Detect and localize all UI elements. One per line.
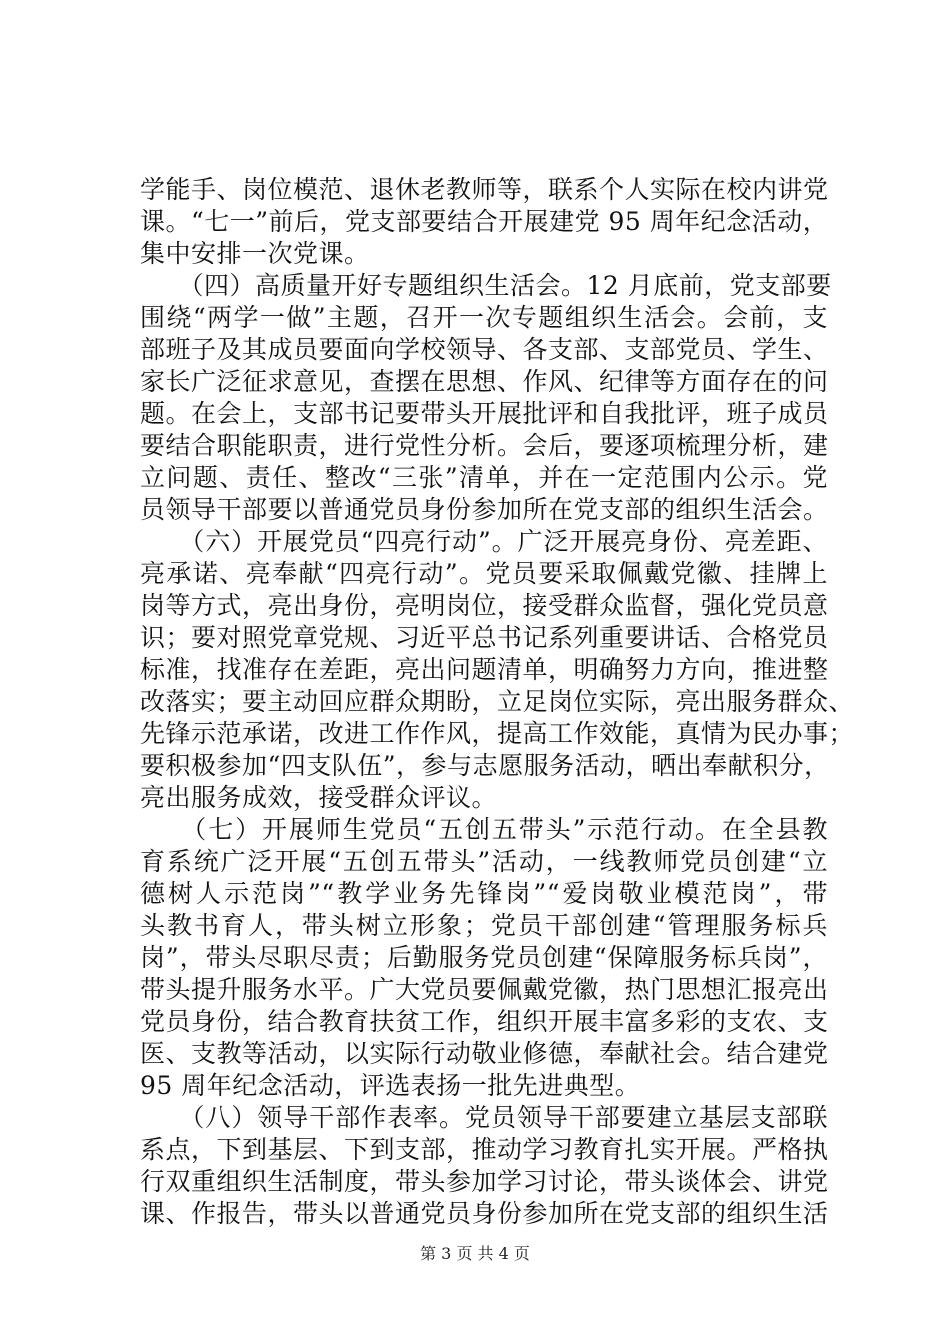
text-line: 党员身份，结合教育扶贫工作，组织开展丰富多彩的支农、支 — [140, 1007, 829, 1036]
text-line: 医、支教等活动，以实际行动敬业修德，奉献社会。结合建党 — [140, 1039, 829, 1068]
text-line: 要结合职能职责，进行党性分析。会后，要逐项梳理分析，建 — [140, 431, 829, 460]
text-line: 改落实；要主动回应群众期盼，立足岗位实际，亮出服务群众、 — [140, 687, 855, 716]
text-line: 部班子及其成员要面向学校领导、各支部、支部党员、学生、 — [140, 335, 829, 364]
text-line: 家长广泛征求意见，查摆在思想、作风、纪律等方面存在的问 — [140, 367, 829, 396]
text-line: 要积极参加“四支队伍”，参与志愿服务活动，晒出奉献积分， — [140, 751, 830, 780]
text-line: 员领导干部要以普通党员身份参加所在党支部的组织生活会。 — [140, 495, 829, 524]
text-line: 学能手、岗位模范、退休老教师等，联系个人实际在校内讲党 — [140, 175, 829, 204]
text-line: 亮承诺、亮奉献“四亮行动”。党员要采取佩戴党徽、挂牌上 — [140, 559, 828, 588]
text-line: 标准，找准存在差距，亮出问题清单，明确努力方向，推进整 — [140, 655, 829, 684]
text-line: 带头提升服务水平。广大党员要佩戴党徽，热门思想汇报亮出 — [140, 975, 829, 1004]
text-line: 行双重组织生活制度，带头参加学习讨论，带头谈体会、讲党 — [140, 1167, 829, 1196]
text-line: 亮出服务成效，接受群众评议。 — [140, 783, 498, 812]
text-line: 题。在会上，支部书记要带头开展批评和自我批评，班子成员 — [140, 399, 829, 428]
text-line: 头教书育人，带头树立形象；党员干部创建“管理服务标兵 — [140, 911, 828, 940]
text-line: 育系统广泛开展“五创五带头”活动，一线教师党员创建“立 — [140, 847, 828, 876]
text-line: 岗”，带头尽职尽责；后勤服务党员创建“保障服务标兵岗”， — [140, 943, 828, 972]
text-line: （八）领导干部作表率。党员领导干部要建立基层支部联 — [140, 1103, 828, 1132]
page-number-footer: 第 3 页 共 4 页 — [420, 1244, 530, 1263]
text-line: （四）高质量开好专题组织生活会。12 月底前，党支部要 — [140, 271, 832, 300]
text-line: 课。“七一”前后，党支部要结合开展建党 95 周年纪念活动， — [140, 207, 829, 236]
text-line: 识；要对照党章党规、习近平总书记系列重要讲话、合格党员 — [140, 623, 829, 652]
text-line: 95 周年纪念活动，评选表扬一批先进典型。 — [140, 1071, 641, 1100]
text-line: 先锋示范承诺，改进工作作风，提高工作效能，真情为民办事； — [140, 719, 855, 748]
text-line: 围绕“两学一做”主题，召开一次专题组织生活会。会前，支 — [140, 303, 828, 332]
text-line: （七）开展师生党员“五创五带头”示范行动。在全县教 — [140, 815, 828, 844]
text-line: 岗等方式，亮出身份，亮明岗位，接受群众监督，强化党员意 — [140, 591, 829, 620]
text-line: 德树人示范岗”“教学业务先锋岗”“爱岗敬业模范岗”，带 — [140, 879, 828, 908]
document-body — [140, 174, 855, 1230]
text-line: 立问题、责任、整改“三张”清单，并在一定范围内公示。党 — [140, 463, 828, 492]
text-line: 系点，下到基层、下到支部，推动学习教育扎实开展。严格执 — [140, 1135, 829, 1164]
text-line: 集中安排一次党课。 — [140, 239, 370, 268]
text-line: （六）开展党员“四亮行动”。广泛开展亮身份、亮差距、 — [140, 527, 828, 556]
text-line: 课、作报告，带头以普通党员身份参加所在党支部的组织生活 — [140, 1199, 829, 1228]
